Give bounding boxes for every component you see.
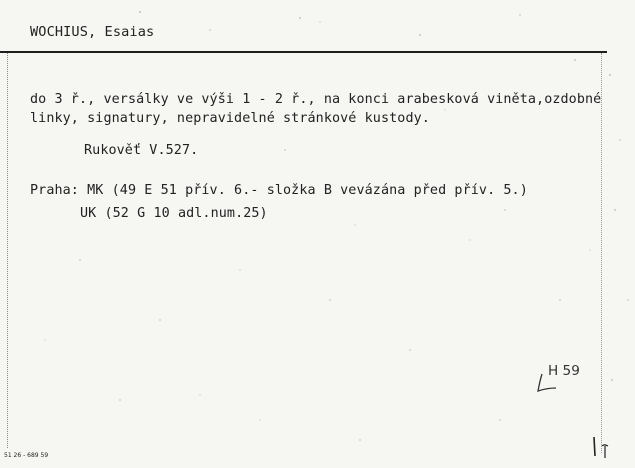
holdings-line-2: UK (52 G 10 adl.num.25)	[80, 206, 268, 221]
header-rule	[0, 51, 607, 53]
holdings-line-1: Praha: MK (49 E 51 přív. 6.- složka B vevázána před přív. 5.)	[30, 183, 528, 198]
description-line-1: do 3 ř., versálky ve výši 1 - 2 ř., na konci arabesková viněta,ozdobné	[30, 92, 602, 107]
reference-line: Rukověť V.527.	[84, 143, 199, 158]
handwritten-corner-mark-icon	[588, 434, 614, 460]
footer-code: 51 26 - 689 59	[4, 452, 49, 459]
description-line-2: linky, signatury, nepravidelné stránkové kustody.	[30, 111, 430, 126]
call-number: H 59	[548, 363, 580, 379]
card-heading: WOCHIUS, Esaias	[30, 24, 155, 40]
handwritten-mark-icon	[534, 372, 564, 394]
right-margin-rule	[601, 53, 603, 453]
left-margin-rule	[7, 53, 9, 448]
